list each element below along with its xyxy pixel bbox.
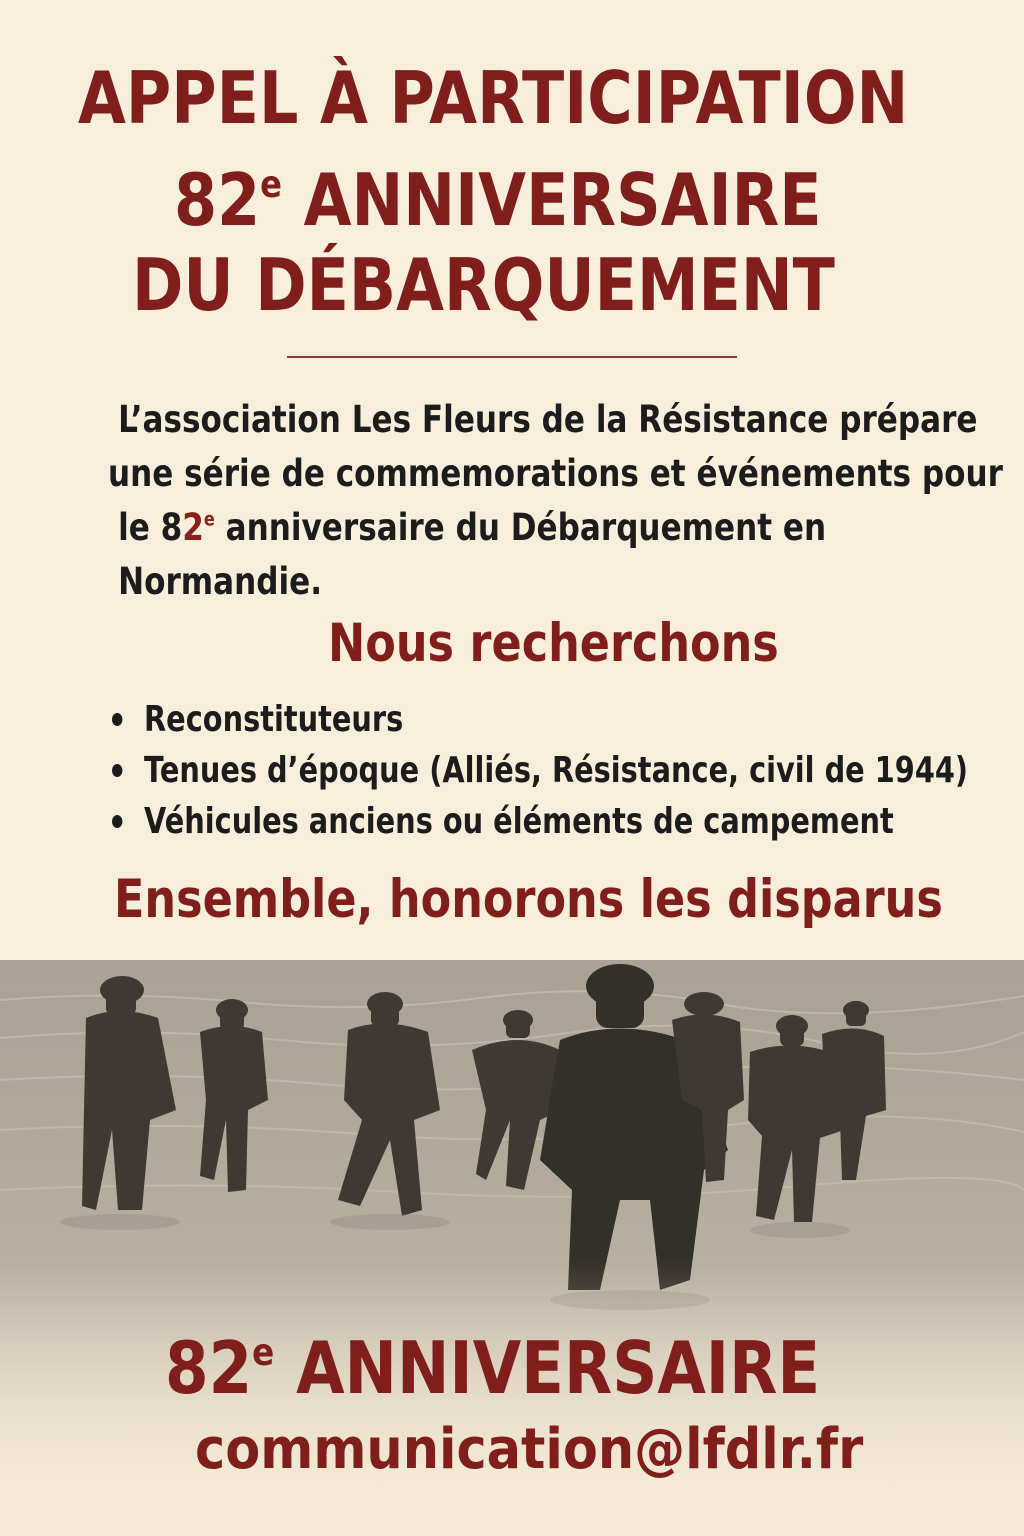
intro-line-2: une série de commemorations et événements pour (108, 452, 1003, 495)
intro-paragraph (108, 393, 1003, 609)
recherche-title: Nous recherchons (328, 613, 779, 674)
list-item-text: Tenues d’époque (Alliés, Résistance, civil de 1944) (144, 750, 969, 791)
bullet-icon (112, 764, 122, 777)
soldier-figure (200, 999, 268, 1192)
title-line-3: DU DÉBARQUEMENT (132, 243, 835, 327)
footer-anniversaire: ANNIVERSAIRE (274, 1326, 821, 1410)
soldier-figure (82, 976, 176, 1210)
contact-email-link[interactable]: communication@lfdlr.fr (195, 1417, 864, 1482)
footer-number: 82 (165, 1326, 253, 1410)
soldier-figure (338, 992, 440, 1216)
intro-line-4: Normandie. (118, 560, 323, 603)
intro-ordinal: e (203, 507, 215, 531)
title-ordinal: e (260, 161, 283, 206)
list-item (112, 745, 968, 796)
title-anniversaire: ANNIVERSAIRE (282, 158, 822, 242)
intro-line-1: L’association Les Fleurs de la Résistance prépare (118, 398, 978, 441)
list-item-text: Véhicules anciens ou éléments de campement (144, 801, 894, 842)
footer-title (165, 1328, 820, 1408)
title-line-1: APPEL À PARTICIPATION (78, 56, 909, 140)
divider (287, 356, 737, 358)
intro-line-3 (108, 501, 830, 555)
slogan: Ensemble, honorons les disparus (114, 869, 943, 930)
recherche-list (112, 694, 968, 847)
list-item (112, 694, 968, 745)
intro-line-3-end: anniversaire du Débarquement en (214, 506, 827, 549)
soldier-figure (822, 1001, 886, 1180)
intro-line-3-start: le 8 (118, 506, 183, 549)
list-item (112, 796, 968, 847)
title-number: 82 (174, 158, 261, 242)
intro-number-red: 2 (182, 506, 204, 549)
footer-ordinal: e (252, 1329, 275, 1374)
list-item-text: Reconstituteurs (144, 699, 404, 740)
bullet-icon (112, 815, 122, 828)
title-line-2 (174, 160, 1024, 240)
bullet-icon (112, 713, 122, 726)
